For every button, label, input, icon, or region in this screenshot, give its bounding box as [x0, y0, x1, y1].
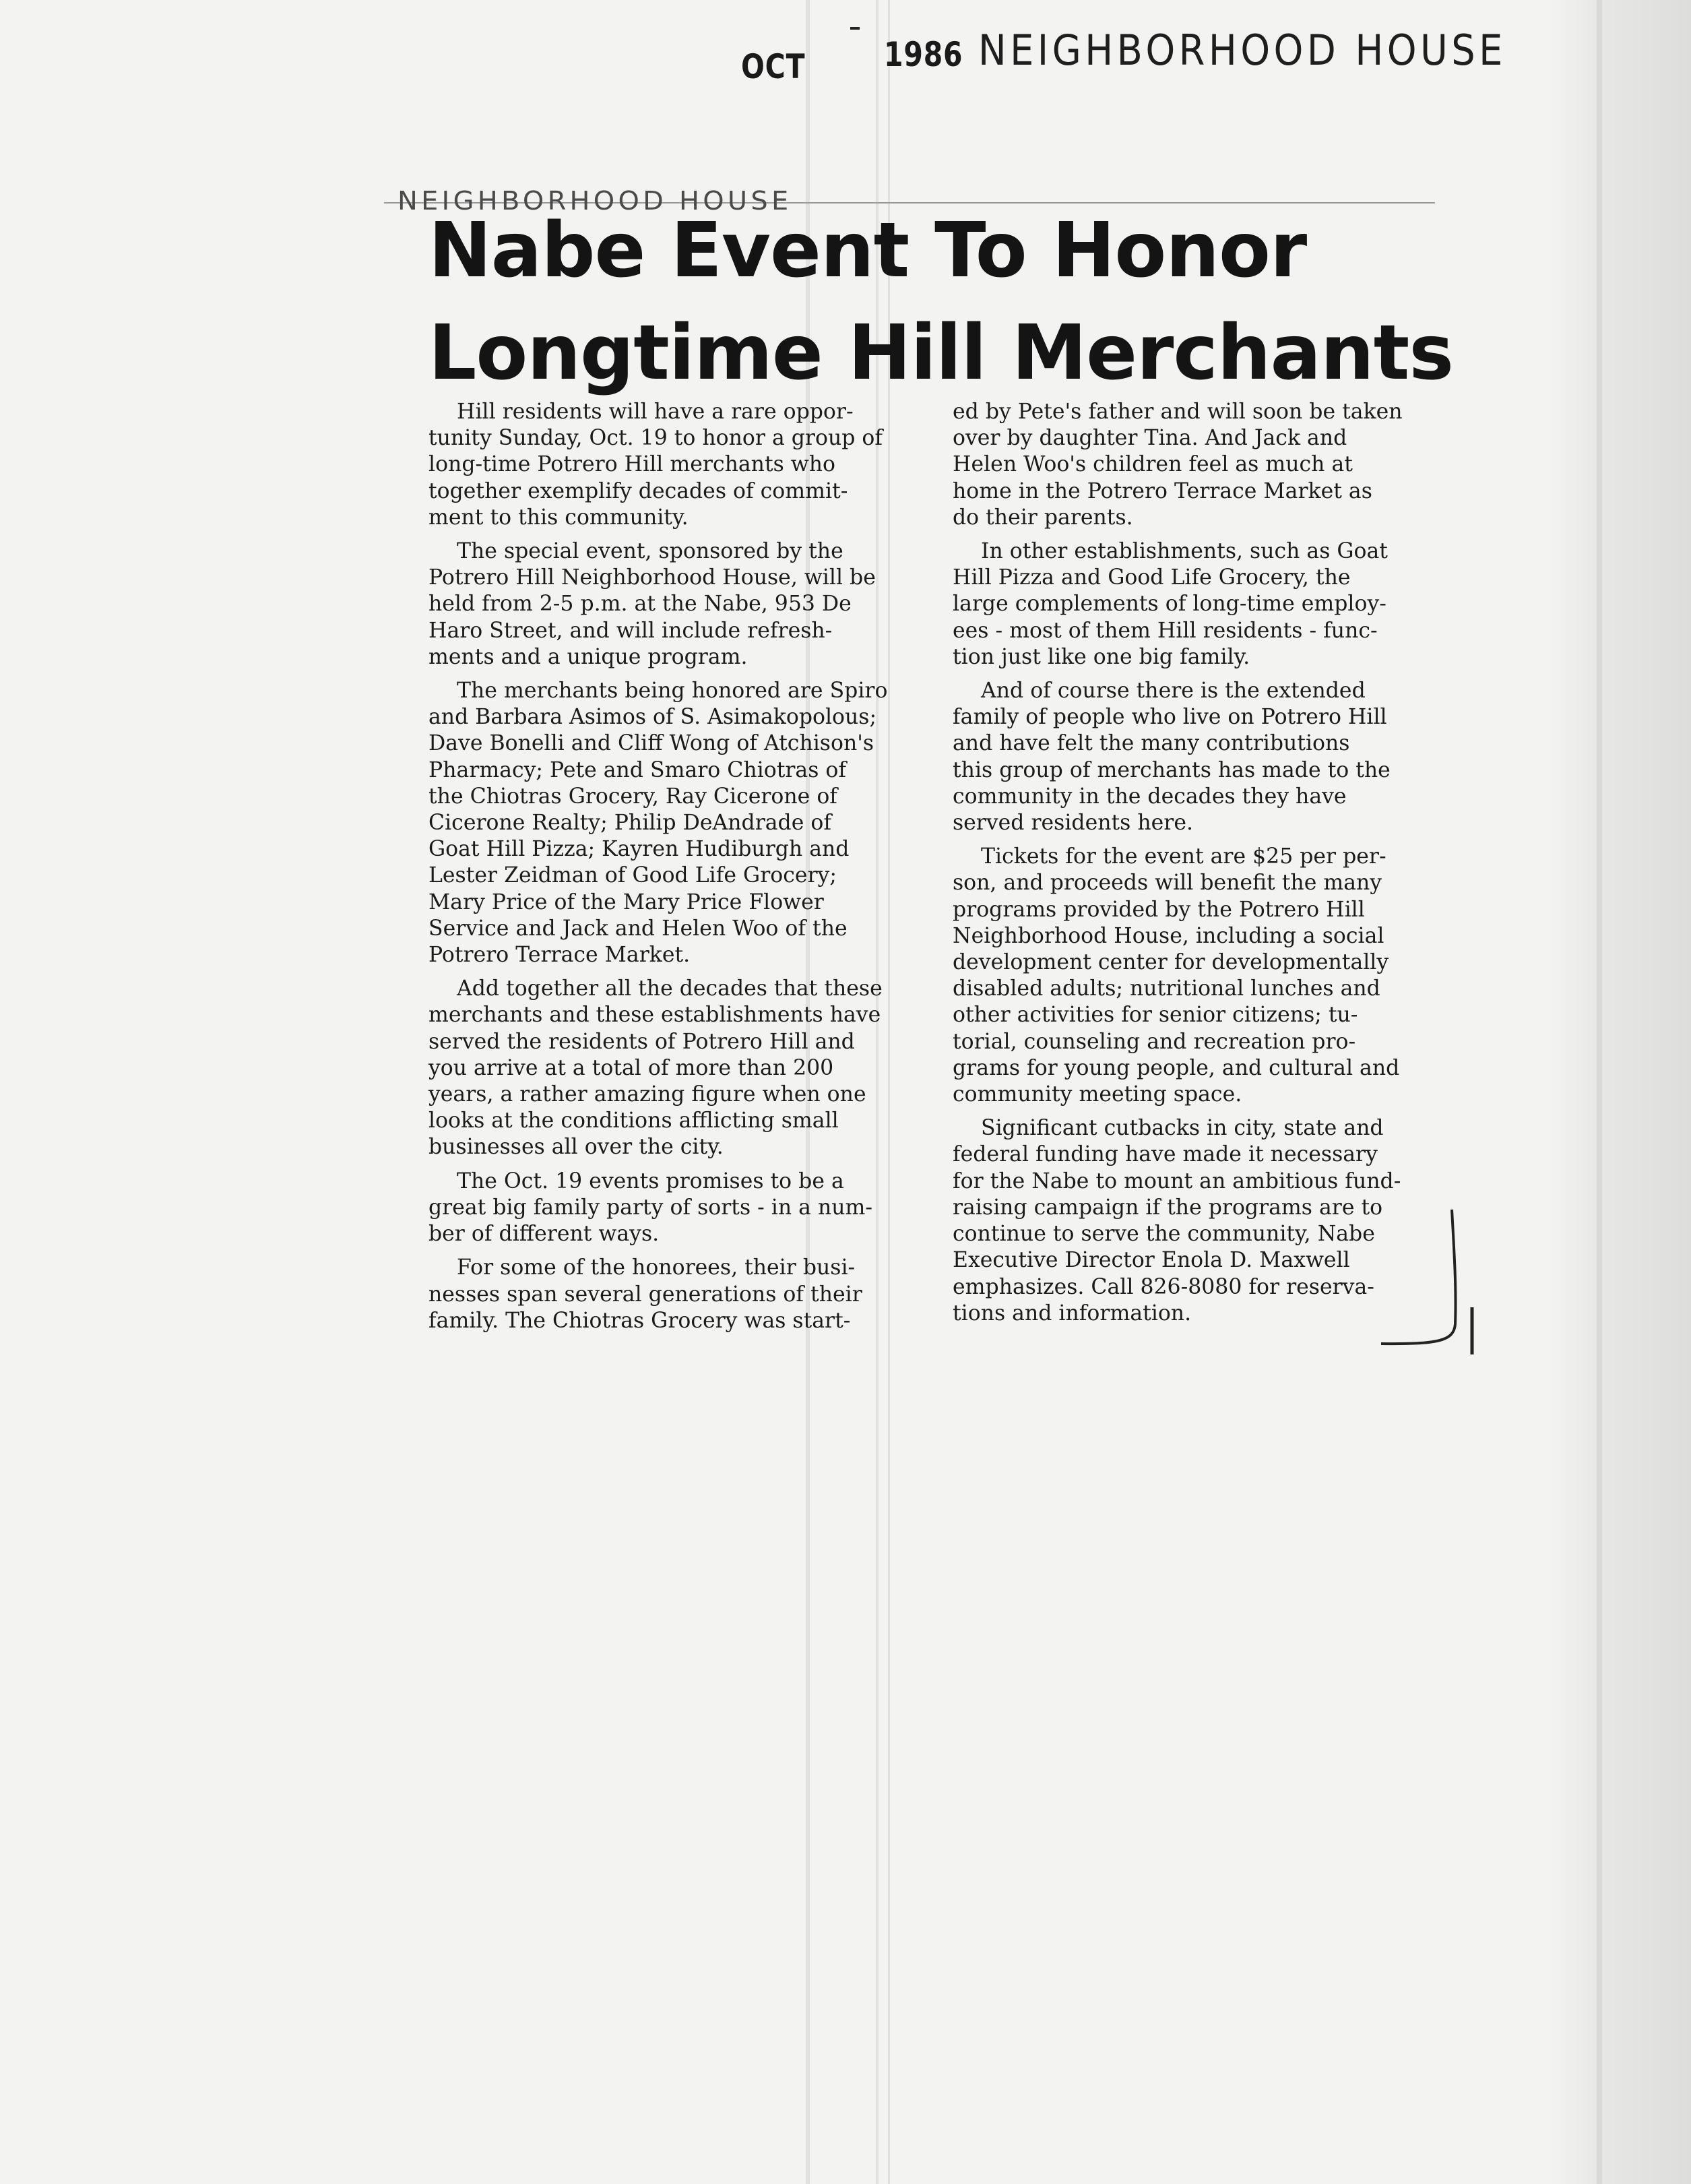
article-line: Cicerone Realty; Philip DeAndrade of [428, 811, 831, 836]
article-column-right [953, 399, 1446, 1334]
article-line: development center for developmentally [953, 950, 1389, 975]
handwritten-note-top: NEIGHBORHOOD HOUSE [978, 26, 1506, 75]
article-line: In other establishments, such as Goat [981, 539, 1388, 564]
article-line: community in the decades they have [953, 784, 1347, 809]
article-line: do their parents. [953, 505, 1133, 530]
article-column-left [428, 399, 915, 1342]
article-line: ees - most of them Hill residents - func- [953, 618, 1378, 643]
article-line: tion just like one big family. [953, 644, 1250, 669]
article-line: torial, counseling and recreation pro- [953, 1029, 1356, 1054]
headline [428, 199, 1453, 404]
article-line: years, a rather amazing figure when one [428, 1082, 866, 1107]
article-line: And of course there is the extended [981, 679, 1366, 704]
article-line: family. The Chiotras Grocery was start- [428, 1308, 851, 1333]
article-line: great big family party of sorts - in a num- [428, 1195, 873, 1220]
article-paragraph [953, 844, 1446, 1108]
article-line: you arrive at a total of more than 200 [428, 1055, 834, 1080]
article-line: large complements of long-time employ- [953, 592, 1386, 617]
article-line: Hill residents will have a rare oppor- [457, 400, 854, 424]
article-line: disabled adults; nutritional lunches and [953, 976, 1380, 1001]
article-line: this group of merchants has made to the [953, 757, 1391, 782]
article-line: long-time Potrero Hill merchants who [428, 452, 835, 477]
article-line: held from 2-5 p.m. at the Nabe, 953 De [428, 592, 852, 617]
article-line: home in the Potrero Terrace Market as [953, 478, 1372, 503]
article-line: merchants and these establishments have [428, 1003, 881, 1028]
article-line: raising campaign if the programs are to [953, 1195, 1383, 1220]
article-paragraph [953, 538, 1446, 670]
article-line: Mary Price of the Mary Price Flower [428, 890, 824, 914]
article-line: community meeting space. [953, 1082, 1242, 1107]
article-line: Potrero Hill Neighborhood House, will be [428, 565, 876, 590]
article-line: ed by Pete's father and will soon be taken [953, 400, 1403, 424]
article-line: Service and Jack and Helen Woo of the [428, 916, 848, 941]
article-line: tions and information. [953, 1301, 1192, 1325]
article-line: son, and proceeds will benefit the many [953, 871, 1382, 896]
article-line: nesses span several generations of their [428, 1282, 862, 1307]
handwritten-note-clipping: NEIGHBORHOOD HOUSE [397, 186, 792, 216]
headline-line-1: Nabe Event To Honor [428, 207, 1307, 294]
article-line: served the residents of Potrero Hill and [428, 1029, 855, 1054]
article-paragraph [428, 1168, 915, 1248]
article-line: over by daughter Tina. And Jack and [953, 426, 1347, 451]
article-line: grams for young people, and cultural and [953, 1055, 1400, 1080]
article-line: programs provided by the Potrero Hill [953, 897, 1365, 922]
article-line: Helen Woo's children feel as much at [953, 452, 1353, 477]
article-line: Significant cutbacks in city, state and [981, 1116, 1384, 1141]
article-line: The merchants being honored are Spiro [457, 679, 888, 704]
article-line: continue to serve the community, Nabe [953, 1222, 1375, 1247]
date-stamp-dash [850, 27, 860, 30]
article-line: for the Nabe to mount an ambitious fund- [953, 1168, 1401, 1193]
article-line: other activities for senior citizens; tu- [953, 1003, 1358, 1028]
end-mark-bracket [1374, 1206, 1475, 1354]
article-line: federal funding have made it necessary [953, 1142, 1378, 1167]
article-paragraph [428, 678, 915, 968]
article-line: Goat Hill Pizza; Kayren Hudiburgh and [428, 837, 850, 862]
date-stamp-year: 1986 [884, 35, 963, 74]
article-line: Executive Director Enola D. Maxwell [953, 1248, 1350, 1273]
article-paragraph [428, 1255, 915, 1334]
article-line: Hill Pizza and Good Life Grocery, the [953, 565, 1351, 590]
article-line: Potrero Terrace Market. [428, 943, 691, 968]
article-line: The special event, sponsored by the [457, 539, 843, 564]
article-line: the Chiotras Grocery, Ray Cicerone of [428, 784, 837, 809]
article-line: businesses all over the city. [428, 1135, 724, 1160]
article-line: family of people who live on Potrero Hill [953, 705, 1387, 730]
article-line: tunity Sunday, Oct. 19 to honor a group of [428, 426, 883, 451]
article-line: ber of different ways. [428, 1222, 660, 1247]
article-line: The Oct. 19 events promises to be a [457, 1168, 844, 1193]
date-stamp-month: OCT [741, 47, 806, 86]
article-line: together exemplify decades of commit- [428, 478, 848, 503]
article-line: Add together all the decades that these [457, 976, 883, 1001]
article-paragraph [428, 399, 915, 531]
article-line: Dave Bonelli and Cliff Wong of Atchison's [428, 731, 874, 756]
copy-streak [1597, 0, 1602, 2184]
article-paragraph [953, 399, 1446, 531]
article-line: ment to this community. [428, 505, 689, 530]
article-line: served residents here. [953, 811, 1193, 836]
article-line: Pharmacy; Pete and Smaro Chiotras of [428, 757, 847, 782]
article-paragraph [428, 538, 915, 670]
article-line: emphasizes. Call 826-8080 for reserva- [953, 1274, 1374, 1299]
article-line: and Barbara Asimos of S. Asimakopolous; [428, 705, 877, 730]
article-paragraph [953, 1115, 1446, 1327]
headline-line-2: Longtime Hill Merchants [428, 309, 1453, 397]
article-line: Lester Zeidman of Good Life Grocery; [428, 863, 837, 888]
article-line: and have felt the many contributions [953, 731, 1350, 756]
article-line: Tickets for the event are $25 per per- [981, 844, 1386, 869]
article-line: Haro Street, and will include refresh- [428, 618, 833, 643]
article-line: ments and a unique program. [428, 644, 748, 669]
article-line: looks at the conditions afflicting small [428, 1109, 839, 1133]
article-line: Neighborhood House, including a social [953, 923, 1384, 948]
article-paragraph [428, 976, 915, 1160]
article-line: For some of the honorees, their busi- [457, 1255, 856, 1280]
article-paragraph [953, 678, 1446, 836]
